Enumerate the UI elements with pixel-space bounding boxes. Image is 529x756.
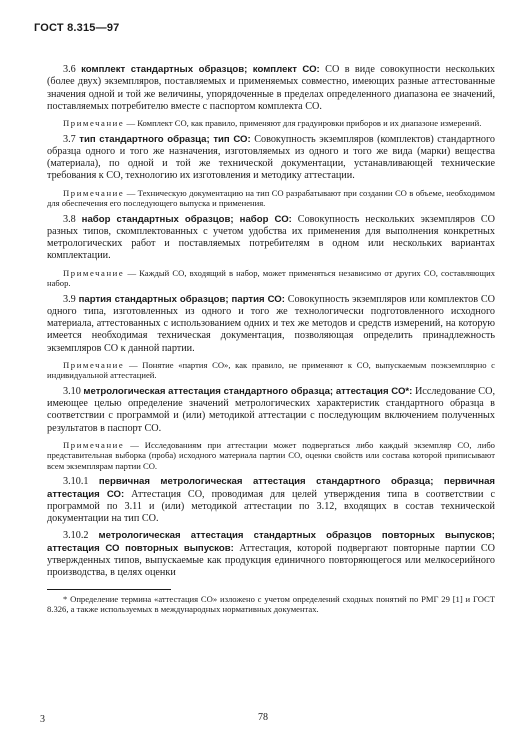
definition-paragraph bbox=[47, 134, 495, 183]
clause-number: 3.9 bbox=[63, 293, 76, 305]
note-paragraph bbox=[47, 118, 495, 128]
clause-number: 3.10 bbox=[63, 385, 81, 397]
note-text: — Понятие «партия СО», как правило, не применяют к СО, выпускаемым поэкземплярно с индивидуальной аттестацией. bbox=[47, 360, 496, 381]
note-label: Примечание bbox=[63, 267, 125, 278]
note-paragraph bbox=[47, 268, 495, 289]
definitions-body bbox=[47, 64, 495, 614]
note-paragraph bbox=[47, 360, 495, 381]
definition-text: Аттестация, которой подвергают повторные партии СО утвержденных типов, выпускаемые как продукция единичного повторяющегося или мелкосерийного производства, в целях оценки bbox=[47, 542, 495, 579]
definition-paragraph bbox=[47, 64, 495, 113]
defined-term: метрологическая аттестация стандартных образцов повторных выпусков; аттестация СО повторных выпусков: bbox=[47, 530, 496, 554]
page-number: 78 bbox=[258, 712, 268, 723]
definition-text: Совокупность экземпляров или комплектов СО одного типа, изготовленных из одного и того же технологически подготовленного исходного материала, аттестованных с использованием одних и тех же методов и средств измерений, на которую имеется необходимая техническая документация, позволяющая определить принадлежность экземпляров СО к данной партии. bbox=[47, 293, 496, 354]
defined-term: набор стандартных образцов; набор СО: bbox=[81, 213, 292, 225]
defined-term: первичная метрологическая аттестация стандартного образца; первичная аттестация СО: bbox=[47, 476, 496, 500]
definition-text: Совокупность нескольких экземпляров СО разных типов, скомплектованных с учетом удобства их применения для выполнения конкретных метрологических работ и поставляемых потребителям в одном или нескольких вариантах комплектации. bbox=[47, 213, 496, 262]
note-text: — Техническую документацию на тип СО разрабатывают при создании СО в объеме, необходимом для обеспечения его последующего выпуска и применения. bbox=[47, 187, 495, 209]
page-header-title: ГОСТ 8.315—97 bbox=[34, 22, 120, 34]
definition-paragraph bbox=[47, 476, 495, 525]
definition-paragraph bbox=[47, 214, 495, 263]
clause-number: 3.6 bbox=[63, 64, 76, 75]
defined-term: комплект стандартных образцов; комплект СО: bbox=[81, 64, 320, 75]
defined-term: партия стандартных образцов; партия СО: bbox=[78, 293, 285, 305]
definition-paragraph bbox=[47, 530, 495, 579]
note-paragraph bbox=[47, 440, 495, 471]
clause-number: 3.7 bbox=[63, 133, 76, 145]
definition-paragraph bbox=[47, 294, 495, 355]
note-label: Примечание bbox=[63, 440, 125, 451]
sheet-number: 3 bbox=[40, 714, 45, 725]
clause-number: 3.10.1 bbox=[63, 476, 89, 488]
footnote-divider bbox=[47, 589, 171, 590]
note-label: Примечание bbox=[63, 360, 125, 371]
note-paragraph bbox=[47, 188, 495, 209]
defined-term: тип стандартного образца; тип СО: bbox=[79, 133, 251, 145]
note-label: Примечание bbox=[63, 187, 125, 198]
definition-text: СО в виде совокупности нескольких (более двух) экземпляров, поставляемых и применяемых совместно, имеющих разные аттестованные значения одной и той же величины, упорядоченные в пределах определенного диапазона ее значений, поставляемых потребителю вместе с паспортом комплекта СО. bbox=[47, 64, 496, 112]
note-text: — Каждый СО, входящий в набор, может применяться независимо от других СО, составляющих набор. bbox=[47, 267, 495, 289]
note-text: — Комплект СО, как правило, применяют для градуировки приборов и их диапазоне измерений. bbox=[126, 118, 482, 129]
definition-text: Исследование СО, имеющее целью определение значений метрологических характеристик стандартного образца в соответствии с программой и (или) методикой аттестации с последующим включением полученных результатов в паспорт СО. bbox=[47, 385, 495, 434]
note-text: — Исследованиям при аттестации может подвергаться либо каждый экземпляр СО, либо представительная выборка (проба) исходного материала партии СО, оценки свойств или состава которой приписывают всем экземплярам партии СО. bbox=[47, 440, 495, 471]
footnote: * Определение термина «аттестация СО» изложено с учетом определений сходных понятий по РМГ 29 [1] и ГОСТ 8.326, а также используемых в международных нормативных документах. bbox=[47, 593, 495, 615]
entries-list bbox=[47, 64, 495, 580]
clause-number: 3.10.2 bbox=[63, 530, 89, 542]
clause-number: 3.8 bbox=[63, 213, 76, 225]
definition-text: Аттестация СО, проводимая для целей утверждения типа в соответствии с программой по 3.11 и (или) методикой аттестации по 3.12, входящих в состав технической документации на тип СО. bbox=[47, 488, 495, 525]
definition-text: Совокупность экземпляров (комплектов) стандартного образца одного и того же назначения, изготовляемых из одного и того же вида (марки) вещества (материала), по одной и той же технической документации, устанавливающей технические требования к СО, технологию их изготовления и методику аттестации. bbox=[47, 133, 496, 182]
definition-paragraph bbox=[47, 386, 495, 435]
note-label: Примечание bbox=[63, 118, 125, 129]
defined-term: метрологическая аттестация стандартного образца; аттестация СО*: bbox=[83, 385, 413, 397]
